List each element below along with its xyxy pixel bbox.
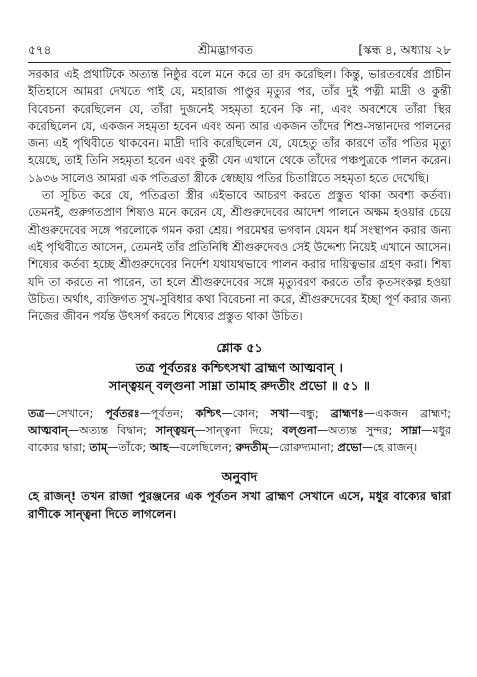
synonym-word: প্রভো (337, 440, 362, 454)
synonym-meaning: —সেখানে; (44, 406, 106, 420)
synonym-word: পূর্বতরঃ (105, 406, 140, 420)
synonym-word: তত্র (28, 406, 45, 420)
synonym-word: সখা (270, 406, 289, 420)
synonym-word: সান্ত্বয়ন্ (155, 423, 195, 437)
synonym-word: আত্মবান্ (28, 423, 68, 437)
synonym-meaning: —বলেছিলেন; (168, 440, 236, 454)
synonym-meaning: —রোরুদ্যমানা; (268, 440, 338, 454)
synonym-word: আহ (149, 440, 169, 454)
purport-paragraph-1: সরকার এই প্রথাটিকে অত্যন্ত নিষ্ঠুর বলে মনে করে তা রদ করেছিল। কিন্তু, ভারতবর্ষের প্রাচীন ইতিহাসে আমরা দেখতে পাই যে, মহারাজ পাণ্ডুর মৃত্যুর পর, তাঁর দুই পত্নী মাদ্রী ও কুন্তী বিবেচনা করেছিলেন যে, তাঁরা দুজনেই সহমৃতা হবেন কি না, এবং অবশেষে তাঁরা স্থির করেছিলেন যে, একজন সহমৃতা হবেন এবং অন্য আর একজন তাঁদের শিশু-সন্তানদের পালনের জন্য এই পৃথিবীতে থাকবেন। মাদ্রী দাবি করেছিলেন যে, যেহেতু তাঁর কারণে তাঁর পতির মৃত্যু হয়েছে, তাই তিনি সহমৃতা হবেন এবং কুন্তী যেন এখানে থেকে তাঁদের পঞ্চপুত্রকে পালন করেন। ১৯৩৬ সালেও আমরা এক পতিব্রতা স্ত্রীকে স্বেচ্ছায় পতির চিতাগ্নিতে সহমৃতা হতে দেখেছি। (28, 67, 451, 185)
synonym-meaning: —হে রাজন্। (361, 440, 418, 454)
book-title: শ্রীমদ্ভাগবত (198, 43, 254, 57)
canto-chapter: [স্কন্ধ ৪, অধ্যায় ২৮ (358, 43, 451, 57)
verse-line-2: সান্ত্বয়ন্ বল্গুনা সাম্না তামাহ রুদতীং প্রভো ॥ ৫১ ॥ (108, 377, 371, 393)
purport-paragraph-2: তা সূচিত করে যে, পতিব্রতা স্ত্রীর এইভাবে আচরণ করতে প্রস্তুত থাকা অবশ্য কর্তব্য। তেমনই, গুরুগতপ্রাণ শিষ্যও মনে করেন যে, শ্রীগুরুদেবের আদেশ পালনে অক্ষম হওয়ার চেয়ে শ্রীগুরুদেবের সঙ্গে পরলোকে গমন করা শ্রেয়। পরমেশ্বর ভগবান যেমন ধর্ম সংস্থাপন করার জন্য এই পৃথিবীতে আসেন, তেমনই তাঁর প্রতিনিধি শ্রীগুরুদেবও সেই উদ্দেশ্য নিয়েই এখানে আসেন। শিষ্যের কর্তব্য হচ্ছে শ্রীগুরুদেবের নির্দেশ যথাযথভাবে পালন করার দায়িত্বভার গ্রহণ করা। শিষ্য যদি তা করতে না পারেন, তা হলে শ্রীগুরুদেবের সঙ্গে মৃত্যুবরণ করতে তাঁর কৃতসংকল্প হওয়া উচিত। অর্থাৎ, ব্যক্তিগত সুখ-সুবিধার কথা বিবেচনা না করে, শ্রীগুরুদেবের ইচ্ছা পূর্ণ করার জন্য নিজের জীবন পর্যন্ত উৎসর্গ করতে শিষ্যের প্রস্তুত থাকা উচিত। (28, 188, 451, 324)
synonym-word: কশ্চিৎ (195, 406, 222, 420)
synonym-meaning: —সান্ত্বনা দিয়ে; (194, 423, 283, 437)
synonym-word: সাম্না (401, 423, 422, 437)
synonym-meaning: —বন্ধু; (288, 406, 331, 420)
synonym-word: তাম্ (89, 440, 108, 454)
synonym-meaning: —অত্যন্ত বিদ্বান; (67, 423, 156, 437)
translation-title: অনুবাদ (221, 468, 258, 484)
synonym-meaning: —তাঁকে; (107, 440, 150, 454)
verse-title: শ্লোক ৫১ (216, 340, 263, 356)
synonym-meaning: —অত্যন্ত সুন্দর; (316, 423, 402, 437)
page-header (28, 42, 451, 60)
header-divider (28, 62, 451, 63)
synonym-meaning: —কোন; (221, 406, 271, 420)
synonym-word: ব্রাহ্মণঃ (330, 406, 364, 420)
synonym-word: বল্গুনা (282, 423, 317, 437)
synonyms (28, 405, 451, 456)
page-number: ৫৭৪ (28, 43, 52, 57)
page-body (28, 66, 451, 523)
verse-line-1: তত্র পূর্বতরঃ কশ্চিৎসখা ব্রাহ্মণ আত্মবান্ । (135, 359, 344, 375)
synonym-meaning: —একজন ব্রাহ্মণ; (363, 406, 451, 420)
synonym-meaning: —মধুর বাক্যের দ্বারা; (28, 423, 451, 454)
translation-text: হে রাজন্! তখন রাজা পুরঞ্জনের এক পূর্বতন সখা ব্রাহ্মণ সেখানে এসে, মধুর বাক্যের দ্বারা রাণীকে সান্ত্বনা দিতে লাগলেন। (28, 489, 451, 522)
synonym-word: রুদতীম্ (235, 440, 268, 454)
synonym-meaning: —পূর্বতন; (139, 406, 196, 420)
